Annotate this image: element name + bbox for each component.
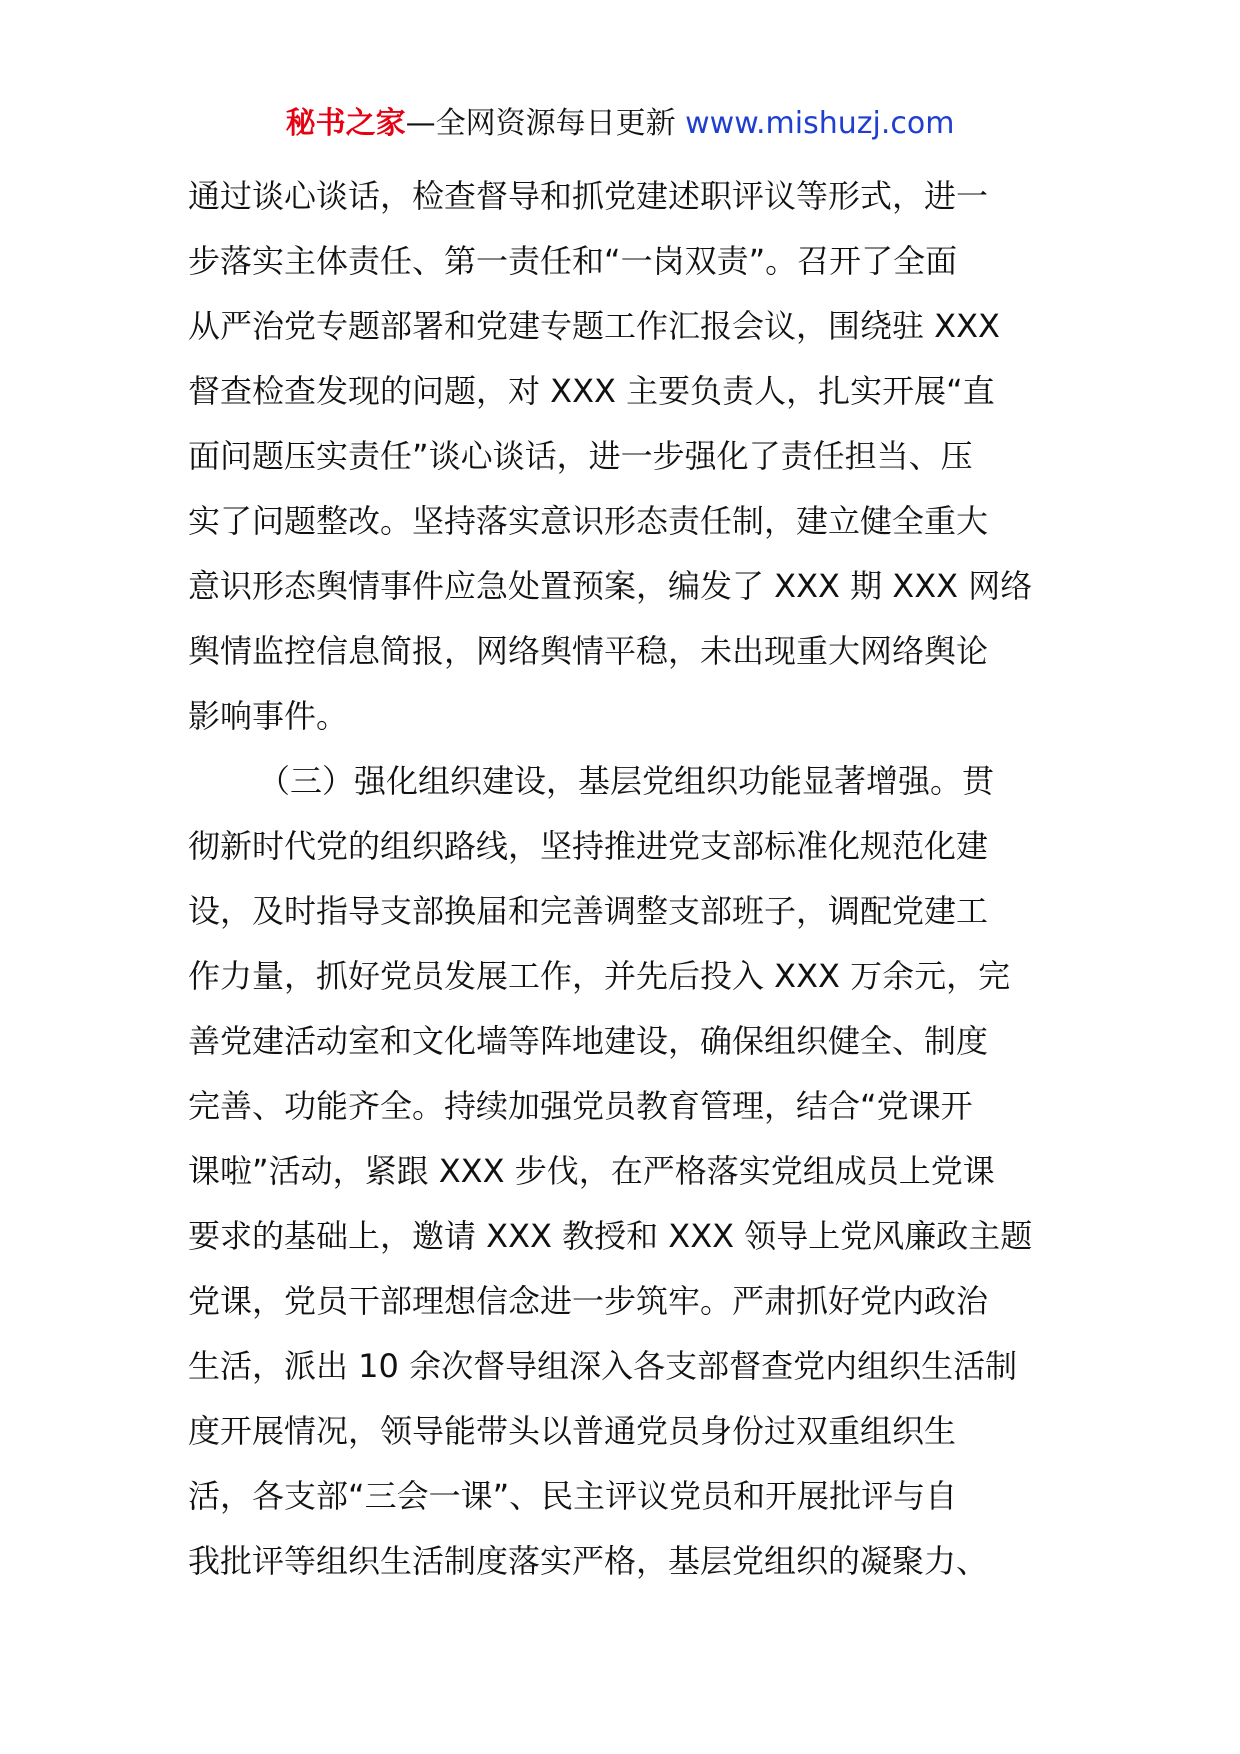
text-line: 舆情监控信息简报，网络舆情平稳，未出现重大网络舆论 xyxy=(188,632,989,670)
header-url-link[interactable]: www.mishuzj.com xyxy=(685,106,955,141)
text-line: 课啦”活动，紧跟 XXX 步伐，在严格落实党组成员上党课 xyxy=(188,1152,995,1190)
text-line: 意识形态舆情事件应急处置预案，编发了 XXX 期 XXX 网络 xyxy=(188,567,1033,605)
text-line: 影响事件。 xyxy=(188,697,349,735)
text-line: 度开展情况，领导能带头以普通党员身份过双重组织生 xyxy=(188,1412,957,1450)
text-line: 面问题压实责任”谈心谈话，进一步强化了责任担当、压 xyxy=(188,437,973,475)
text-line: 要求的基础上，邀请 XXX 教授和 XXX 领导上党风廉政主题 xyxy=(188,1217,1033,1255)
text-line: 从严治党专题部署和党建专题工作汇报会议，围绕驻 XXX xyxy=(188,307,1000,345)
text-line: 通过谈心谈话，检查督导和抓党建述职评议等形式，进一 xyxy=(188,177,989,215)
page-header xyxy=(0,100,1240,148)
text-line: 党课，党员干部理想信念进一步筑牢。严肃抓好党内政治 xyxy=(188,1282,989,1320)
document-body xyxy=(188,164,1064,1594)
text-line: 彻新时代党的组织路线，坚持推进党支部标准化规范化建 xyxy=(188,827,989,865)
text-line: 作力量，抓好党员发展工作，并先后投入 XXX 万余元，完 xyxy=(188,957,1011,995)
header-tagline: —全网资源每日更新 xyxy=(405,106,676,141)
text-line: 完善、功能齐全。持续加强党员教育管理，结合“党课开 xyxy=(188,1087,973,1125)
text-line: 善党建活动室和文化墙等阵地建设，确保组织健全、制度 xyxy=(188,1022,989,1060)
text-line: 我批评等组织生活制度落实严格，基层党组织的凝聚力、 xyxy=(188,1542,989,1580)
text-line: 步落实主体责任、第一责任和“一岗双责”。召开了全面 xyxy=(188,242,958,280)
text-line: 设，及时指导支部换届和完善调整支部班子，调配党建工 xyxy=(188,892,989,930)
section-heading-line: （三）强化组织建设，基层党组织功能显著增强。贯 xyxy=(258,762,995,800)
text-line: 生活，派出 10 余次督导组深入各支部督查党内组织生活制 xyxy=(188,1347,1018,1385)
text-line: 实了问题整改。坚持落实意识形态责任制，建立健全重大 xyxy=(188,502,989,540)
text-line: 活，各支部“三会一课”、民主评议党员和开展批评与自 xyxy=(188,1477,958,1515)
text-line: 督查检查发现的问题，对 XXX 主要负责人，扎实开展“直 xyxy=(188,372,995,410)
brand-name: 秘书之家 xyxy=(285,106,406,141)
